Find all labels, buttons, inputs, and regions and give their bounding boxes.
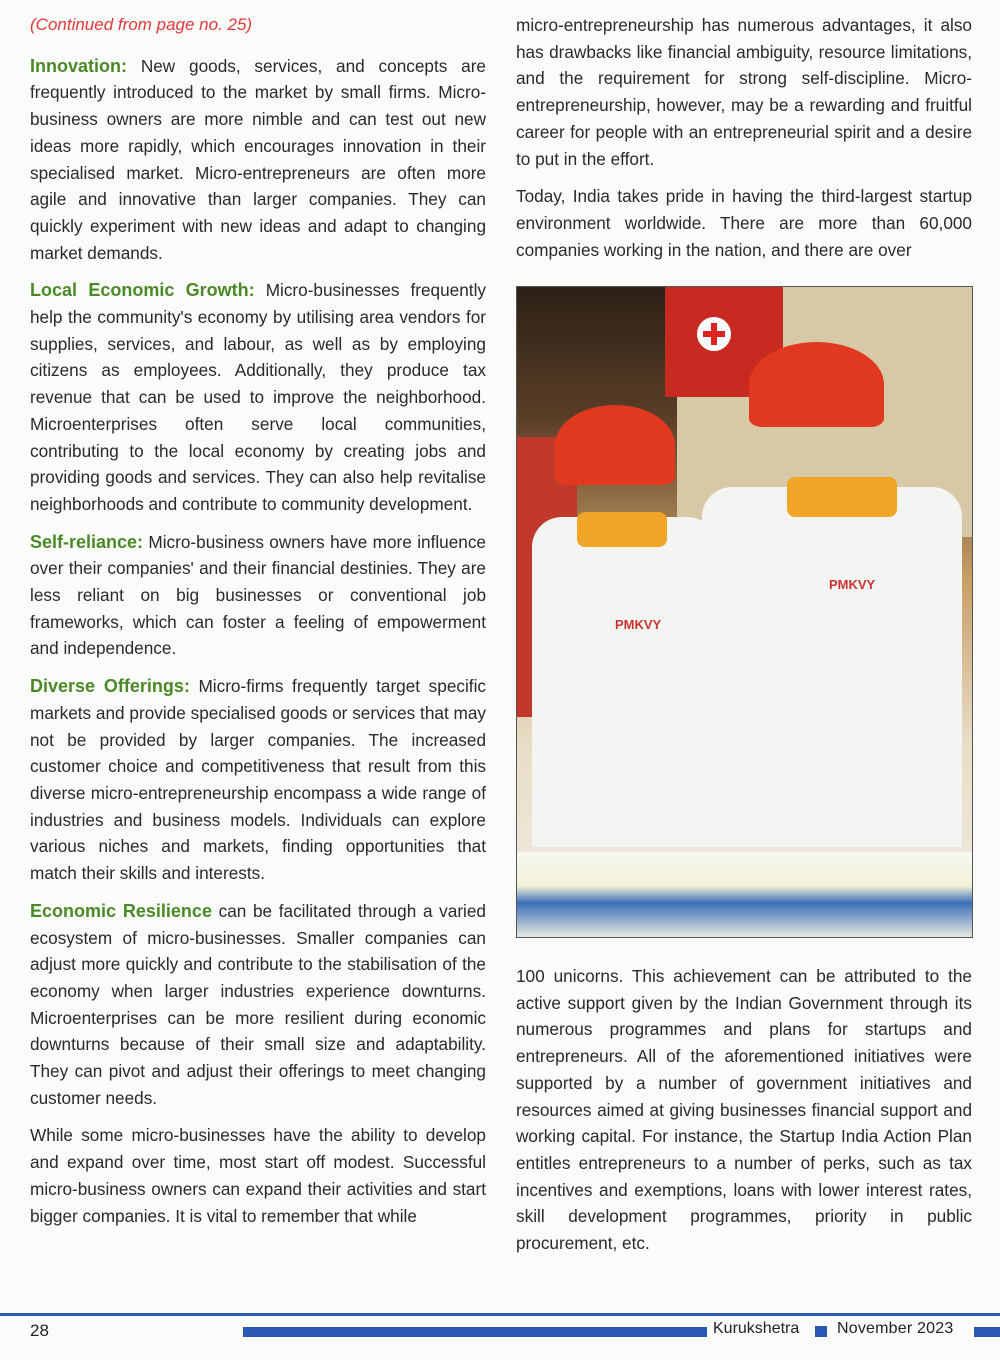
right-column-bottom: [516, 963, 972, 1268]
paragraph-text: Micro-businesses frequently help the community's economy by utilising area vendors for supplies, services, and labour, as well as by employing citizens as employees. Additionally, they produce tax revenue that can be used to improve the neighborhood. Microenterprises often serve local communities, contributing to the local economy by creating jobs and providing goods and services. They can also help revitalise neighborhoods and contribute to community development.: [30, 280, 486, 514]
helmet-icon: [749, 342, 884, 427]
paragraph-text: Micro-firms frequently target specific markets and provide specialised goods or services that may not be provided by larger companies. The increased customer choice and competitiveness that result from this diverse micro-entrepreneurship encompass a wide range of industries and business models. Individuals can explore various niches and markets, finding opportunities that match their skills and interests.: [30, 676, 486, 884]
magazine-name: Kurukshetra: [713, 1320, 800, 1337]
page-number: 28: [30, 1321, 49, 1340]
paragraph-economic-resilience: [30, 898, 486, 1112]
footer-end-bar: [974, 1327, 1000, 1337]
fluorescent-tube: [517, 852, 972, 937]
trainee-right-shirt: [702, 487, 962, 847]
first-aid-cross-icon: [697, 317, 731, 351]
photo-pmkvy-trainees: [516, 286, 973, 938]
footer-separator-icon: [815, 1326, 827, 1337]
paragraph-closing: [30, 1122, 486, 1229]
paragraph-local-growth: [30, 277, 486, 517]
issue-date: November 2023: [837, 1320, 954, 1337]
paragraph-unicorns: 100 unicorns. This achievement can be attributed to the active support given by the Indian Government through its numerous programmes and plans for startups and entrepreneurs. All of the aforementioned initiatives were supported by a number of government initiatives and resources aimed at giving businesses financial support and working capital. For instance, the Startup India Action Plan entitles entrepreneurs to a number of perks, such as tax incentives and exemptions, loans with lower interest rates, skill development programmes, priority in public procurement, etc.: [516, 966, 972, 1254]
paragraph-innovation: [30, 53, 486, 267]
heading-economic-resilience: Economic Resilience: [30, 900, 212, 921]
paragraph-diverse-offerings: [30, 673, 486, 887]
footer-rule: [0, 1313, 1000, 1316]
helmet-icon: [555, 405, 675, 485]
shirt-logo: PMKVY: [615, 617, 662, 632]
heading-local-growth: Local Economic Growth:: [30, 280, 255, 301]
heading-innovation: Innovation:: [30, 55, 127, 76]
footer-bar: [243, 1327, 707, 1337]
paragraph-text: While some micro-businesses have the ability to develop and expand over time, most start off modest. Successful micro-business owners can expand their activities and start bigger companies. It is vital to remember that while: [30, 1125, 486, 1226]
paragraph-text: can be facilitated through a varied ecosystem of micro-businesses. Smaller companies can adjust more quickly and contribute to the stabilisation of the economy when larger industries experience downturns. Microenterprises can be more resilient during economic downturns because of their small size and adaptability. They can pivot and adjust their offerings to meet changing customer needs.: [30, 900, 486, 1108]
right-column-top: [516, 12, 972, 274]
heading-self-reliance: Self-reliance:: [30, 531, 144, 552]
continued-note: (Continued from page no. 25): [30, 15, 253, 34]
paragraph-self-reliance: [30, 529, 486, 663]
shirt-logo: PMKVY: [829, 577, 876, 592]
left-column: [30, 12, 486, 1240]
trainee-right-collar: [787, 477, 897, 517]
paragraph-india-startups: Today, India takes pride in having the third-largest startup environment worldwide. There are more than 60,000 companies working in the nation, and there are over: [516, 186, 972, 260]
heading-diverse-offerings: Diverse Offerings:: [30, 676, 190, 697]
paragraph-text: New goods, services, and concepts are frequently introduced to the market by small firms. Micro-business owners are more nimble and can test out new ideas more rapidly, which encourages innovation in their specialised market. Micro-entrepreneurs are often more agile and innovative than larger companies. They can quickly experiment with new ideas and adapt to changing market demands.: [30, 55, 486, 263]
paragraph-text: Micro-business owners have more influence over their companies' and their financial destinies. They are less reliant on big businesses or conventional job frameworks, which can foster a feeling of empowerment and independence.: [30, 531, 486, 659]
trainee-left-collar: [577, 512, 667, 547]
trainee-left-shirt: [532, 517, 717, 847]
paragraph-drawbacks: micro-entrepreneurship has numerous advantages, it also has drawbacks like financial ambiguity, resource limitations, and the requirement for strong self-discipline. Micro-entrepreneurship, however, may be a rewarding and fruitful career for people with an entrepreneurial spirit and a desire to put in the effort.: [516, 15, 972, 169]
